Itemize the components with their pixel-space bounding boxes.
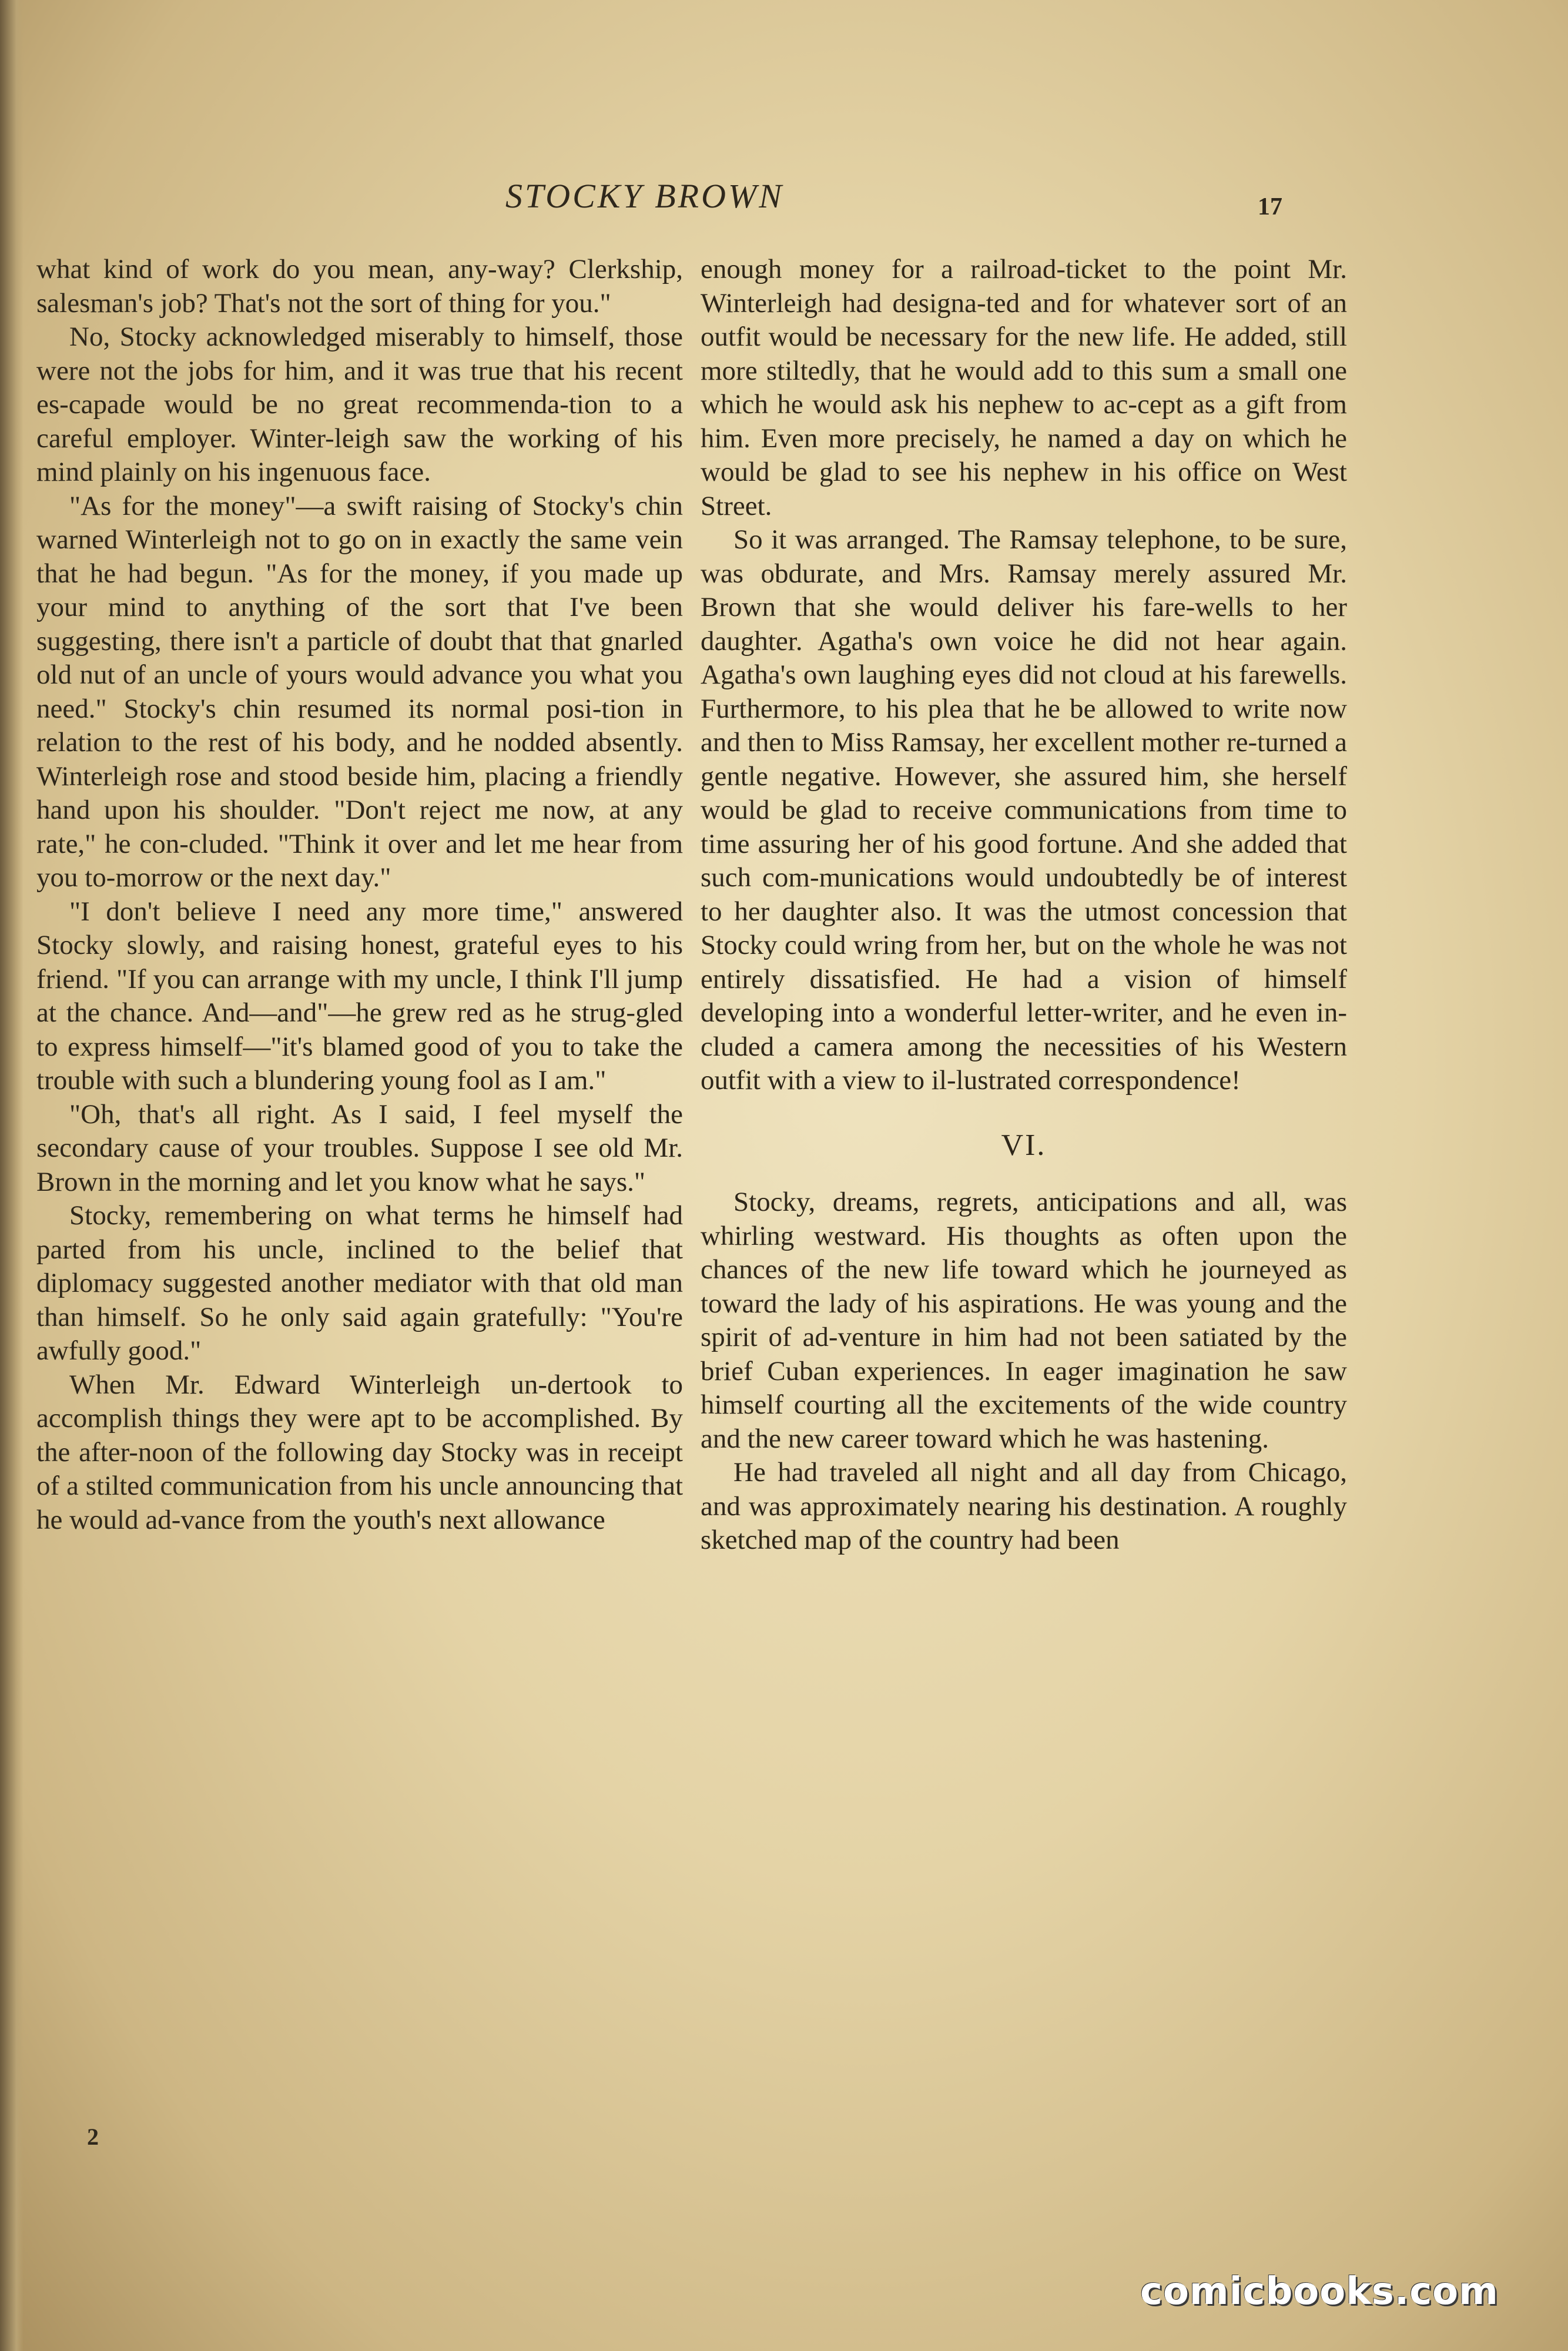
left-text-column: [36, 253, 683, 1537]
paragraph: So it was arranged. The Ramsay telephone, to be sure, was obdurate, and Mrs. Ramsay merely assured Mr. Brown that she would deliver his fare-wells to her daughter. Agatha's own voice he did not hear again. Agatha's own laughing eyes did not cloud at his farewells. Furthermore, to his plea that he be allowed to write now and then to Miss Ramsay, her excellent mother re-turned a gentle negative. However, she assured him, she herself would be glad to receive communications from time to time assuring her of his good fortune. And she added that such com-munications would undoubtedly be of interest to her daughter also. It was the utmost concession that Stocky could wring from her, but on the whole he was not entirely dissatisfied. He had a vision of himself developing into a wonderful letter-writer, and he even in-cluded a camera among the necessities of his Western outfit with a view to il-lustrated correspondence!: [701, 524, 1347, 1096]
section-heading: VI.: [1001, 1128, 1047, 1162]
site-watermark: comicbooks.com: [1140, 2270, 1499, 2313]
page-number: 17: [1258, 193, 1282, 220]
running-title: STOCKY BROWN: [505, 177, 784, 215]
right-text-column: [701, 253, 1347, 1558]
paragraph: "I don't believe I need any more time," answered Stocky slowly, and raising honest, grateful eyes to his friend. "If you can arrange with my uncle, I think I'll jump at the chance. And—and"—he grew red as he strug-gled to express himself—"it's blamed good of you to take the trouble with such a blundering young fool as I am.": [36, 896, 683, 1096]
signature-mark: 2: [87, 2124, 99, 2150]
paragraph: Stocky, remembering on what terms he himself had parted from his uncle, inclined to the belief that diplomacy suggested another mediator with that old man than himself. So he only said again gratefully: "You're awfully good.": [36, 1200, 683, 1366]
paragraph: Stocky, dreams, regrets, anticipations and all, was whirling westward. His thoughts as often upon the chances of the new life toward which he journeyed as toward the lady of his aspirations. He was young and the spirit of ad-venture in him had not been satiated by the brief Cuban experiences. In eager imagination he saw himself courting all the excitements of the wide country and the new career toward which he was hastening.: [701, 1187, 1347, 1454]
paragraph: When Mr. Edward Winterleigh un-dertook to accomplish things they were apt to be accomplished. By the after-noon of the following day Stocky was in receipt of a stilted communication from his uncle announcing that he would ad-vance from the youth's next allowance: [36, 1369, 683, 1535]
paragraph: No, Stocky acknowledged miserably to himself, those were not the jobs for him, and it was true that his recent es-capade would be no great recommenda-tion to a careful employer. Winter-leigh saw the working of his mind plainly on his ingenuous face.: [36, 321, 683, 487]
page-binding-edge: [0, 0, 24, 2351]
paragraph: "Oh, that's all right. As I said, I feel myself the secondary cause of your troubles. Suppose I see old Mr. Brown in the morning and let you know what he says.": [36, 1099, 683, 1197]
paragraph: He had traveled all night and all day from Chicago, and was approximately nearing his destination. A roughly sketched map of the country had been: [701, 1457, 1347, 1555]
paragraph: "As for the money"—a swift raising of Stocky's chin warned Winterleigh not to go on in exactly the same vein that he had begun. "As for the money, if you made up your mind to anything of the sort that I've been suggesting, there isn't a particle of doubt that that gnarled old nut of an uncle of yours would advance you what you need." Stocky's chin resumed its normal posi-tion in relation to the rest of his body, and he nodded absently. Winterleigh rose and stood beside him, placing a friendly hand upon his shoulder. "Don't reject me now, at any rate," he con-cluded. "Think it over and let me hear from you to-morrow or the next day.": [36, 490, 683, 893]
page-header: [0, 176, 1568, 229]
paragraph: enough money for a railroad-ticket to the point Mr. Winterleigh had designa-ted and for whatever sort of an outfit would be necessary for the new life. He added, still more stiltedly, that he would add to this sum a small one which he would ask his nephew to ac-cept as a gift from him. Even more precisely, he named a day on which he would be glad to see his nephew in his office on West Street.: [701, 254, 1347, 521]
paragraph: what kind of work do you mean, any-way? Clerkship, salesman's job? That's not the sort of thing for you.": [36, 254, 683, 319]
